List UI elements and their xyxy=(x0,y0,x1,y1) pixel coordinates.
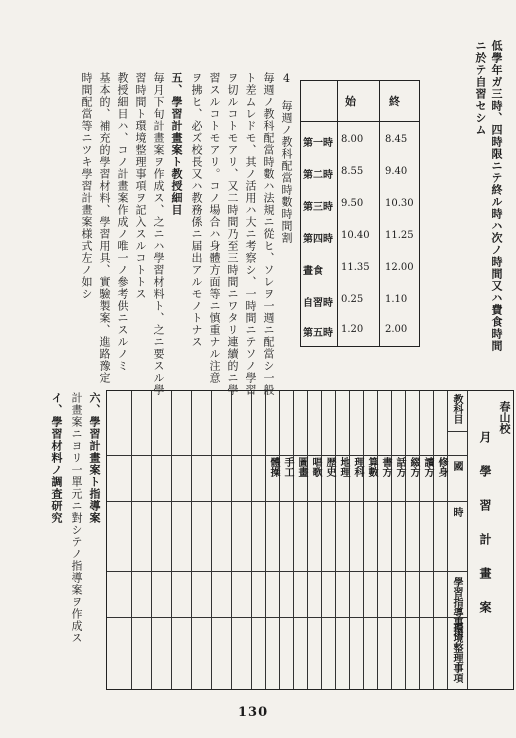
form-row-label: 地理 xyxy=(338,457,349,477)
form-line xyxy=(279,391,280,689)
schedule-row xyxy=(301,315,419,347)
schedule-start: 0.25 xyxy=(341,294,364,305)
schedule-start: 9.50 xyxy=(341,198,364,209)
schedule-start: 1.20 xyxy=(341,324,364,335)
form-row-label: 圖畫 xyxy=(296,457,307,477)
form-row-label: 手工 xyxy=(282,457,293,477)
text-column-14: 時間配當等ニツキ學習計畫案様式左ノ如シ xyxy=(80,72,93,300)
daily-schedule-table xyxy=(300,80,420,347)
form-header-environment: 環境整理事項 xyxy=(451,623,462,683)
schedule-period: 第一時 xyxy=(303,138,333,149)
schedule-period: 晝食 xyxy=(303,266,323,277)
form-header-time: 時 xyxy=(451,507,462,517)
form-line xyxy=(107,617,467,618)
text-column-3: 4 毎週ノ教科配當時數時間割 xyxy=(280,72,293,244)
form-line xyxy=(191,391,192,689)
schedule-header xyxy=(301,81,419,122)
text-column-16: 計畫案ニヨリ一單元ニ對シテノ指導案ヲ作成ス xyxy=(70,392,83,644)
form-row-label: 修身 xyxy=(436,457,447,477)
schedule-row xyxy=(301,221,419,253)
schedule-period: 第二時 xyxy=(303,170,333,181)
schedule-end: 11.25 xyxy=(385,230,414,241)
schedule-header-end: 終 xyxy=(389,95,400,108)
schedule-row xyxy=(301,285,419,317)
form-line xyxy=(107,455,467,456)
form-row-label: 綴方 xyxy=(408,457,419,477)
text-column-7: 習スルコトモアリ。コノ場合ハ身體方面等ニ慎重ナル注意 xyxy=(208,72,221,384)
schedule-end: 8.45 xyxy=(385,134,408,145)
form-row-label: 讀方 xyxy=(422,457,433,477)
schedule-period: 自習時 xyxy=(303,298,333,309)
text-column-8: ヲ拂ヒ、必ズ校長又ハ教務係ニ届出アルモノトナス xyxy=(190,72,203,348)
form-line xyxy=(251,391,252,689)
form-line xyxy=(363,391,364,689)
schedule-period: 第五時 xyxy=(303,328,333,339)
page-number: 130 xyxy=(238,705,269,720)
schedule-start: 8.00 xyxy=(341,134,364,145)
schedule-end: 9.40 xyxy=(385,166,408,177)
form-line xyxy=(211,391,212,689)
form-school: 春山校 xyxy=(498,401,511,434)
text-column-11: 習時間ト環境整理事項ヲ記入スルコトトス xyxy=(134,72,147,300)
schedule-end: 12.00 xyxy=(385,262,414,273)
form-line xyxy=(265,391,266,689)
schedule-row xyxy=(301,253,419,285)
form-row-label: 書方 xyxy=(380,457,391,477)
form-line xyxy=(321,391,322,689)
text-column-6: ヲ切ルコトモアリ、又二時間乃至三時間ニワタリ連續的ニ學 xyxy=(226,72,239,396)
form-line xyxy=(231,391,232,689)
form-line xyxy=(349,391,350,689)
form-header-guidance: 學習指導事項 xyxy=(451,577,462,637)
schedule-period: 第三時 xyxy=(303,202,333,213)
section-heading-5: 五、學習計畫案ト教授細目 xyxy=(170,72,183,216)
text-column-5: ト差ムレドモ、其ノ活用ハ大ニ考察シ、一時間ニテソノ學習 xyxy=(244,72,257,396)
schedule-end: 1.10 xyxy=(385,294,408,305)
text-column-2: ニ於テ自習セシム xyxy=(474,40,487,136)
text-column-13: 基本的、補充的學習材料、學習用具、實驗製案、進路豫定 xyxy=(98,72,111,384)
schedule-start: 10.40 xyxy=(341,230,370,241)
form-line xyxy=(307,391,308,689)
form-line xyxy=(419,391,420,689)
schedule-period: 第四時 xyxy=(303,234,333,245)
schedule-end: 10.30 xyxy=(385,198,414,209)
form-row-label: 體操 xyxy=(268,457,279,477)
form-line xyxy=(335,391,336,689)
form-line xyxy=(107,571,467,572)
form-row-label: 歴史 xyxy=(324,457,335,477)
form-title: 月 學 習 計 畫 案 xyxy=(478,431,492,617)
form-header-lang: 國 xyxy=(451,461,462,471)
form-line xyxy=(131,391,132,689)
form-line xyxy=(377,391,378,689)
form-row-label: 唱歌 xyxy=(310,457,321,477)
schedule-row xyxy=(301,125,419,157)
form-line xyxy=(433,391,434,689)
form-line xyxy=(151,391,152,689)
schedule-header-start: 始 xyxy=(345,95,356,108)
form-line xyxy=(171,391,172,689)
form-line xyxy=(293,391,294,689)
text-column-1: 低學年ガ三時、四時限ニテ終ル時ハ次ノ時間又ハ費食時間 xyxy=(490,40,503,352)
form-row-label: 話方 xyxy=(394,457,405,477)
schedule-end: 2.00 xyxy=(385,324,408,335)
form-header-subject: 教科目 xyxy=(451,394,462,424)
form-line xyxy=(447,431,467,432)
subsection-heading: イ、學習材料ノ調査研究 xyxy=(50,392,63,524)
schedule-start: 8.55 xyxy=(341,166,364,177)
schedule-row xyxy=(301,189,419,221)
schedule-start: 11.35 xyxy=(341,262,370,273)
text-column-4: 毎週ノ教科配當時數ハ法規ニ從ヒ、ソレヲ一週ニ配當シ一般 xyxy=(262,72,275,396)
schedule-row xyxy=(301,157,419,189)
form-line xyxy=(405,391,406,689)
form-row-label: 理科 xyxy=(352,457,363,477)
form-line xyxy=(447,391,448,689)
text-column-12: 教授細目ハ、コノ計畫案作成ノ唯一ノ參考供ニスルノミ xyxy=(116,72,129,372)
form-line xyxy=(391,391,392,689)
form-line xyxy=(107,501,467,502)
text-column-10: 毎月下旬計畫案ヲ作成ス、之ニハ學習材料ト、之ニ要スル學 xyxy=(152,72,165,396)
form-row-label: 算數 xyxy=(366,457,377,477)
section-heading-6: 六、學習計畫案ト指導案 xyxy=(88,392,101,524)
lesson-plan-form xyxy=(106,390,514,690)
form-line xyxy=(467,391,468,689)
